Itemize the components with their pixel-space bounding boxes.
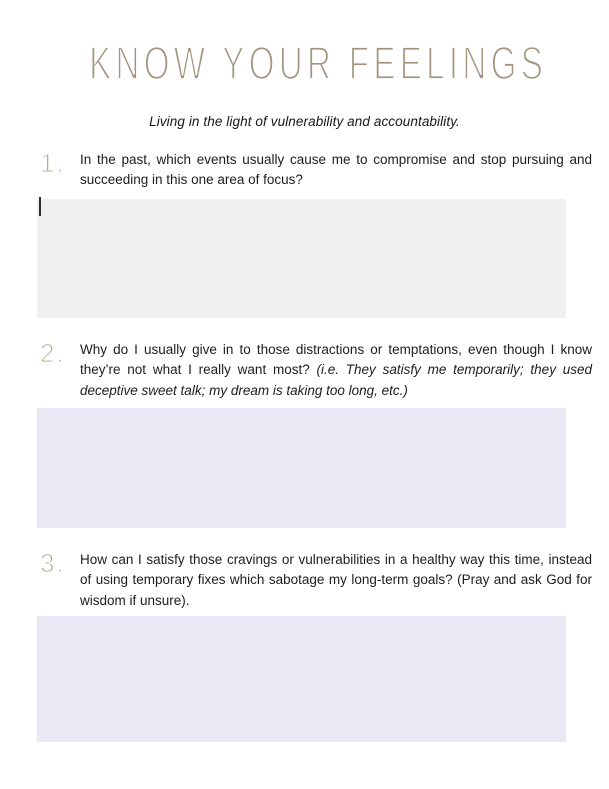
question-2-text-normal: Why do I usually give in to those distractions or temptations, even though I know they’re not what I really want most? (80, 342, 592, 378)
page-subtitle: Living in the light of vulnerability and accountability. (149, 114, 460, 129)
question-3 (40, 550, 592, 611)
page-title-text: KNOW YOUR FEELINGS (89, 37, 548, 89)
page-title (0, 36, 609, 90)
answer-box-2[interactable] (37, 408, 566, 528)
question-1-number: 1. (40, 148, 66, 178)
question-2-text-italic: (i.e. They satisfy me temporarily; they used deceptive sweet talk; my dream is taking too long, etc.) (80, 362, 592, 398)
answer-box-1[interactable] (37, 199, 566, 318)
question-1 (40, 150, 592, 191)
answer-box-3[interactable] (37, 616, 566, 742)
question-3-text (80, 550, 592, 611)
question-2-text (80, 340, 592, 401)
text-cursor (39, 197, 41, 216)
question-1-text (80, 150, 592, 191)
question-1-text-normal: In the past, which events usually cause me to compromise and stop pursuing and succeeding in this one area of focus? (80, 152, 592, 188)
question-2-number: 2. (40, 338, 66, 368)
question-3-text-normal: How can I satisfy those cravings or vulnerabilities in a healthy way this time, instead of using temporary fixes which sabotage my long-term goals? (Pray and ask God for wisdom if unsure). (80, 552, 592, 608)
question-3-number: 3. (40, 548, 66, 578)
question-2 (40, 340, 592, 401)
